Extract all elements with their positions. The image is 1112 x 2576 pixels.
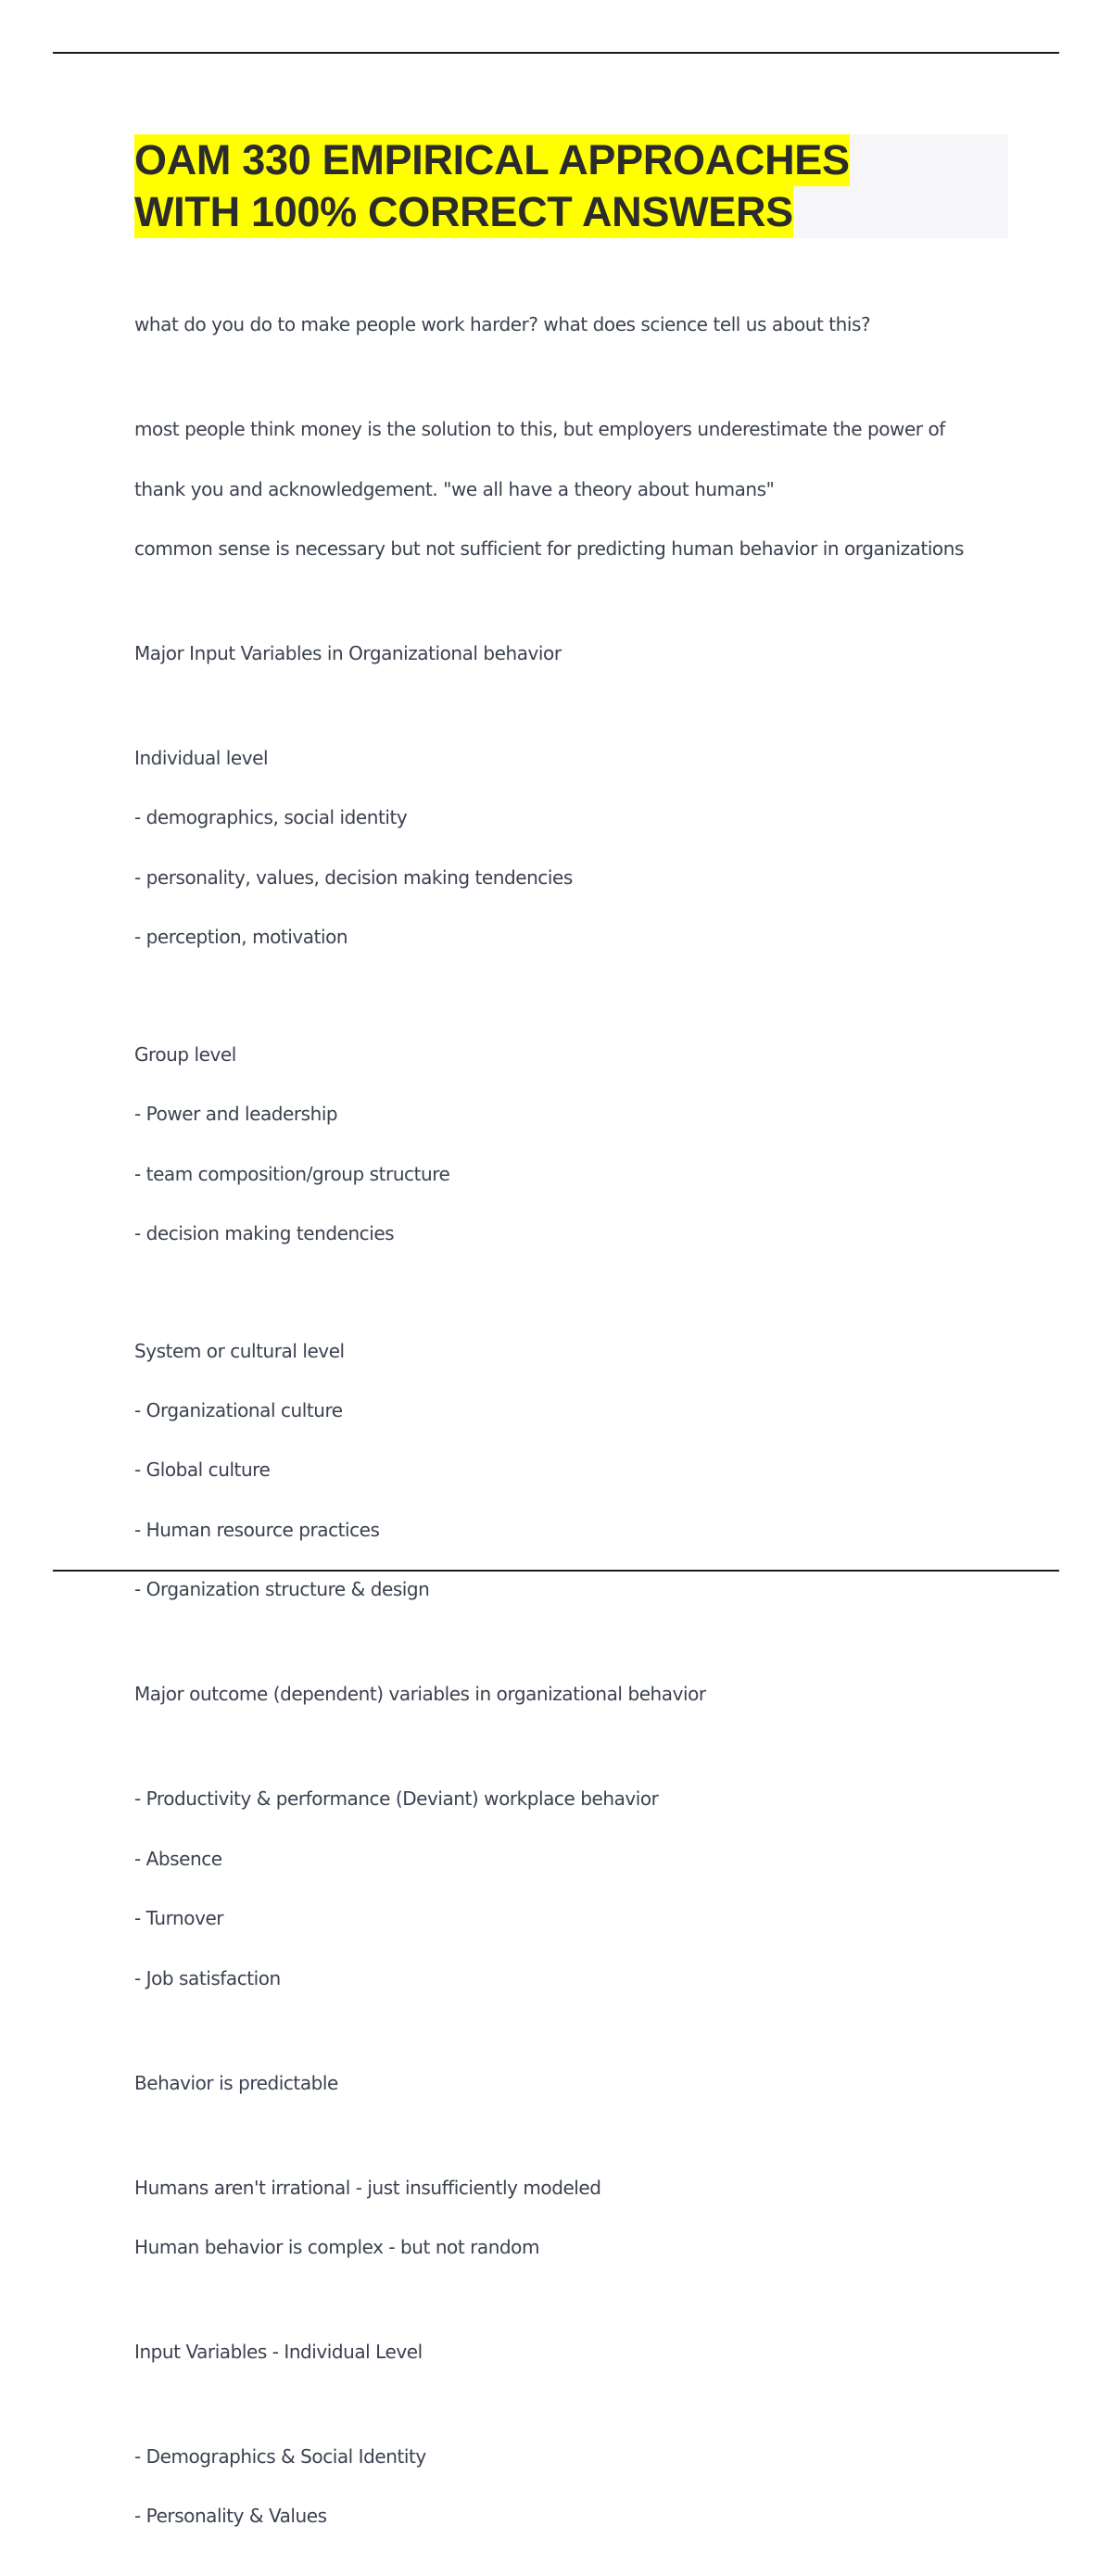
document-title-line-2: WITH 100% CORRECT ANSWERS [134,186,793,238]
top-rule [53,52,1059,54]
question-3 [134,1649,1005,1739]
answer-3 [134,1754,1005,2023]
answer-line: Group level [134,1042,236,1066]
question-5 [134,2307,1005,2397]
answer-line: - Human resource practices [134,1518,380,1541]
answer-line: - personality, values, decision making tendencies [134,865,573,889]
answer-line: - Demographics & Social Identity [134,2444,426,2468]
answer-line: most people think money is the solution to this, but employers underestimate the power of [134,418,945,441]
answer-line: - Global culture [134,1458,271,1482]
blank-line [134,1278,1005,1306]
answer-line: thank you and acknowledgement. "we all have a theory about humans" [134,477,775,500]
answer-5 [134,2412,1005,2561]
answer-line: - Power and leadership [134,1103,338,1126]
bottom-rule [53,1570,1059,1572]
question-4 [134,2038,1005,2128]
answer-line: common sense is necessary but not sufficient for predicting human behavior in organizations [134,537,964,561]
blank-line [134,982,1005,1010]
answer-line: Humans aren't irrational - just insufficiently modeled [134,2176,601,2199]
question-text: Input Variables - Individual Level [134,2340,423,2363]
answer-line: - decision making tendencies [134,1222,395,1245]
answer-line: - team composition/group structure [134,1162,450,1185]
answer-4 [134,2142,1005,2292]
answer-line: Individual level [134,747,269,770]
answer-line: - Personality & Values [134,2505,327,2528]
question-text: what do you do to make people work harder? what does science tell us about this? [134,313,871,336]
question-text: Behavior is predictable [134,2071,338,2094]
answer-line: System or cultural level [134,1339,345,1362]
answer-line: - Turnover [134,1907,224,1930]
answer-line: - Organization structure & design [134,1578,430,1601]
document-body [134,280,1005,2576]
answer-line: - demographics, social identity [134,806,408,829]
answer-line: - Productivity & performance (Deviant) workplace behavior [134,1787,659,1811]
answer-2 [134,713,1005,1635]
question-text: Major Input Variables in Organizational behavior [134,642,562,665]
answer-1 [134,385,1005,593]
question-1 [134,280,1005,370]
answer-line: - perception, motivation [134,926,348,949]
answer-line: - Organizational culture [134,1399,343,1422]
answer-line: Human behavior is complex - but not random [134,2235,539,2258]
document-title-line-1: OAM 330 EMPIRICAL APPROACHES [134,134,850,186]
answer-line: - Job satisfaction [134,1966,281,1989]
answer-line: - Absence [134,1847,222,1870]
question-text: Major outcome (dependent) variables in organizational behavior [134,1683,706,1706]
question-2 [134,609,1005,699]
